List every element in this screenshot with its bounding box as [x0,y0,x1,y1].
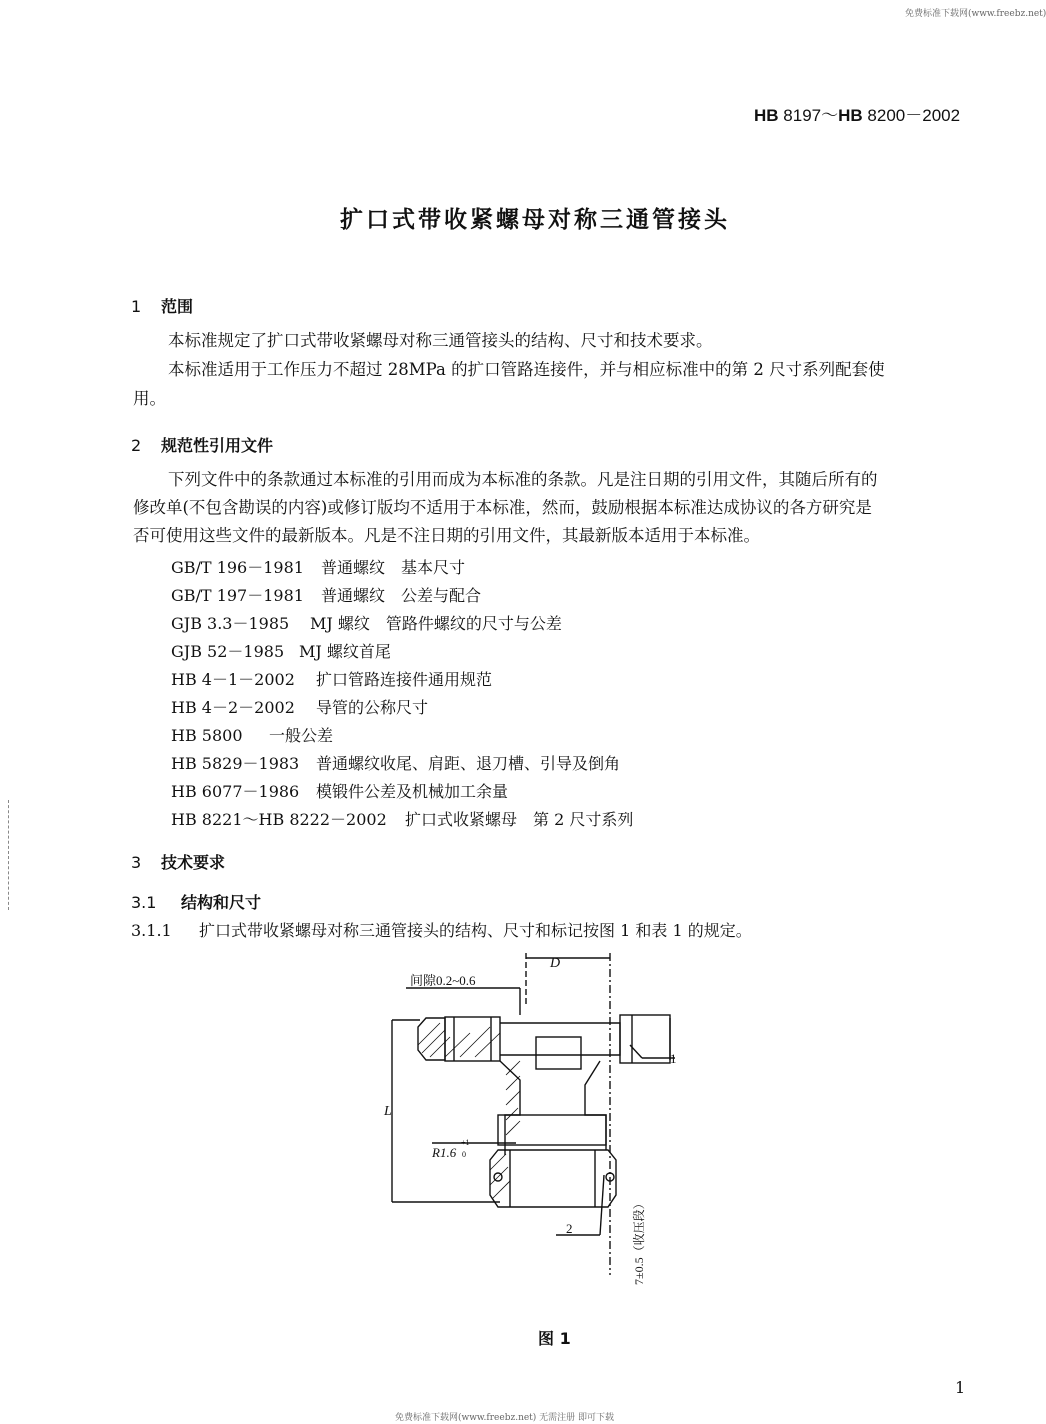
binding-line [8,800,10,910]
reference-item: HB 8221～HB 8222－2002 扩口式收紧螺母 第 2 尺寸系列 [171,810,634,829]
label-r-tol-upper: +1 [461,1138,470,1147]
callout-2: 2 [566,1221,573,1236]
section-2-paragraph-line-3: 否可使用这些文件的最新版本。凡是不注日期的引用文件，其最新版本适用于本标准。 [133,526,760,545]
section-1-paragraph-2: 本标准适用于工作压力不超过 28MPa 的扩口管路连接件，并与相应标准中的第 2 尺寸系列配套使 [168,360,885,379]
page-number: 1 [955,1378,966,1397]
page-title: 扩口式带收紧螺母对称三通管接头 [340,207,730,233]
label-gap: 间隙0.2~0.6 [410,973,476,988]
section-2-paragraph-line-1: 下列文件中的条款通过本标准的引用而成为本标准的条款。凡是注日期的引用文件，其随后所有的 [168,470,878,489]
tee-fitting-drawing [370,945,677,1305]
label-r-tol-lower: 0 [462,1150,466,1159]
watermark-top: 免费标准下载网(www.freebz.net) [905,9,1046,19]
section-1-paragraph-2-cont: 用。 [133,389,166,408]
section-1-heading: 1 范围 [131,297,194,316]
figure-caption: 图 1 [538,1329,571,1348]
reference-item: HB 4－1－2002 扩口管路连接件通用规范 [171,670,493,689]
reference-item: HB 5800 一般公差 [171,726,334,745]
label-compression-length: 7±0.5（收压段） [632,1197,646,1285]
reference-item: HB 6077－1986 模锻件公差及机械加工余量 [171,782,509,801]
reference-item: GJB 52－1985 MJ 螺纹首尾 [171,642,391,661]
standard-number: HB 8197～HB 8200－2002 [754,106,961,125]
section-2-paragraph-line-2: 修改单(不包含勘误的内容)或修订版均不适用于本标准，然而，鼓励根据本标准达成协议的各方研究是 [133,498,872,517]
section-1-paragraph-1: 本标准规定了扩口式带收紧螺母对称三通管接头的结构、尺寸和技术要求。 [168,331,713,350]
reference-item: GJB 3.3－1985 MJ 螺纹 管路件螺纹的尺寸与公差 [171,614,562,633]
label-d: D [549,956,561,971]
reference-item: HB 5829－1983 普通螺纹收尾、肩距、退刀槽、引导及倒角 [171,754,621,773]
watermark-bottom: 免费标准下载网(www.freebz.net) 无需注册 即可下载 [395,1413,615,1423]
callout-1: 1 [670,1051,677,1066]
section-3-1-heading: 3.1 结构和尺寸 [131,893,262,912]
section-2-heading: 2 规范性引用文件 [131,436,274,455]
label-l: L [384,1104,392,1119]
reference-item: HB 4－2－2002 导管的公称尺寸 [171,698,429,717]
section-3-1-1-text: 3.1.1 扩口式带收紧螺母对称三通管接头的结构、尺寸和标记按图 1 和表 1 的规定。 [131,921,752,940]
reference-item: GB/T 196－1981 普通螺纹 基本尺寸 [171,558,466,577]
section-3-heading: 3 技术要求 [131,853,226,872]
reference-item: GB/T 197－1981 普通螺纹 公差与配合 [171,586,482,605]
label-r: R1.6 [432,1145,457,1160]
